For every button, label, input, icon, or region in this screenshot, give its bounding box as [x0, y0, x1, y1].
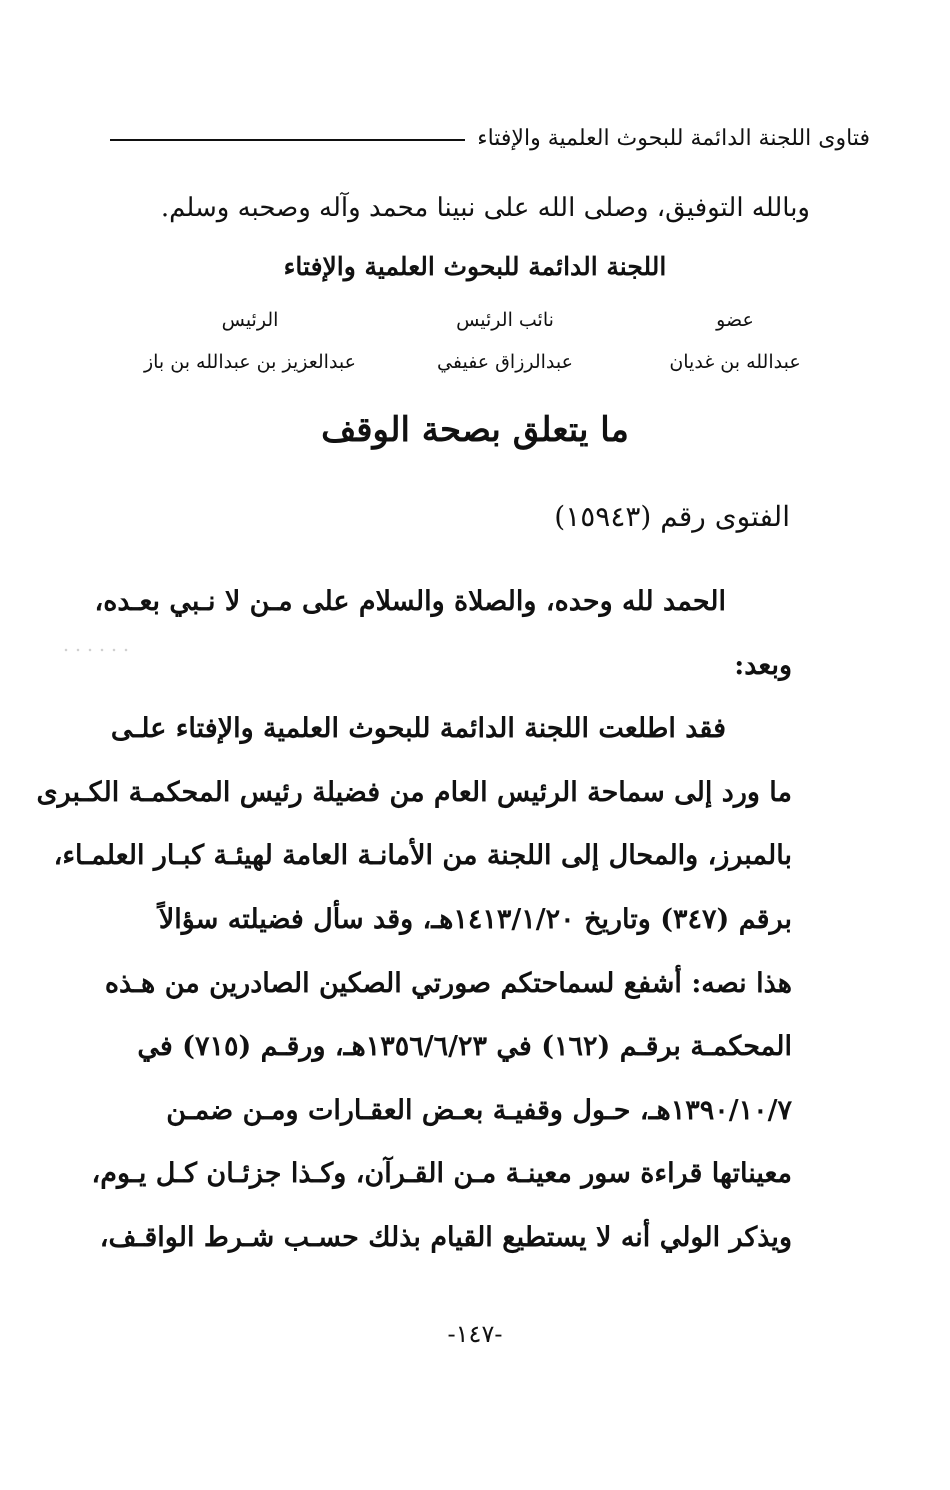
committee-name: اللجنة الدائمة للبحوث العلمية والإفتاء: [283, 252, 667, 281]
running-title: فتاوى اللجنة الدائمة للبحوث العلمية والإفتاء: [477, 125, 870, 151]
signatory-name: عبدالله بن غديان: [669, 351, 801, 373]
signatory-vice-president: [415, 305, 595, 377]
body-line: المحكمـة برقـم (١٦٢) في ١٣٥٦/٦/٢٣هـ، ورقـم (٧١٥) في: [137, 1031, 792, 1063]
body-line: الحمد لله وحده، والصلاة والسلام على مـن لا نـبي بعـده،: [94, 586, 726, 617]
fatwa-number: الفتوى رقم (١٥٩٤٣): [554, 500, 790, 533]
signatory-role: عضو: [716, 309, 754, 331]
body-line: ويذكر الولي أنه لا يستطيع القيام بذلك حسـب شـرط الواقـف،: [99, 1221, 792, 1253]
body-line: معيناتها قراءة سور معينـة مـن القـرآن، وكـذا جزئـان كـل يـوم،: [91, 1158, 792, 1190]
running-header: [110, 118, 870, 158]
signatory-name: عبدالرزاق عفيفي: [437, 351, 573, 373]
closing-line: وبالله التوفيق، وصلى الله على نبينا محمد وآله وصحبه وسلم.: [160, 193, 810, 223]
signatory-role: نائب الرئيس: [456, 309, 554, 331]
body-line: وبعد:: [734, 649, 792, 681]
body-line: برقم (٣٤٧) وتاريخ ١٤١٣/١/٢٠هـ، وقد سأل فضيلته سؤالاً: [158, 903, 792, 935]
page-number: -١٤٧-: [447, 1320, 503, 1348]
header-rule: [110, 139, 465, 141]
signatory-president: [135, 305, 365, 377]
body-line: بالمبرز، والمحال إلى اللجنة من الأمانـة العامة لهيئـة كبـار العلمـاء،: [53, 840, 792, 872]
section-heading: ما يتعلق بصحة الوقف: [321, 410, 629, 450]
signatory-role: الرئيس: [221, 309, 279, 331]
body-line: ما ورد إلى سماحة الرئيس العام من فضيلة رئيس المحكمـة الكـبرى: [36, 776, 792, 808]
body-line: هذا نصه: أشفع لسماحتكم صورتي الصكين الصادرين من هـذه: [104, 967, 792, 999]
fatwa-body: [36, 570, 792, 1270]
body-line: ١٣٩٠/١٠/٧هـ، حـول وقفيـة بعـض العقـارات ومـن ضمـن: [166, 1094, 792, 1126]
signatory-member: [665, 305, 805, 377]
body-line: فقد اطلعت اللجنة الدائمة للبحوث العلمية والإفتاء علـى: [110, 713, 726, 745]
signatory-name: عبدالعزيز بن عبدالله بن باز: [143, 351, 357, 373]
